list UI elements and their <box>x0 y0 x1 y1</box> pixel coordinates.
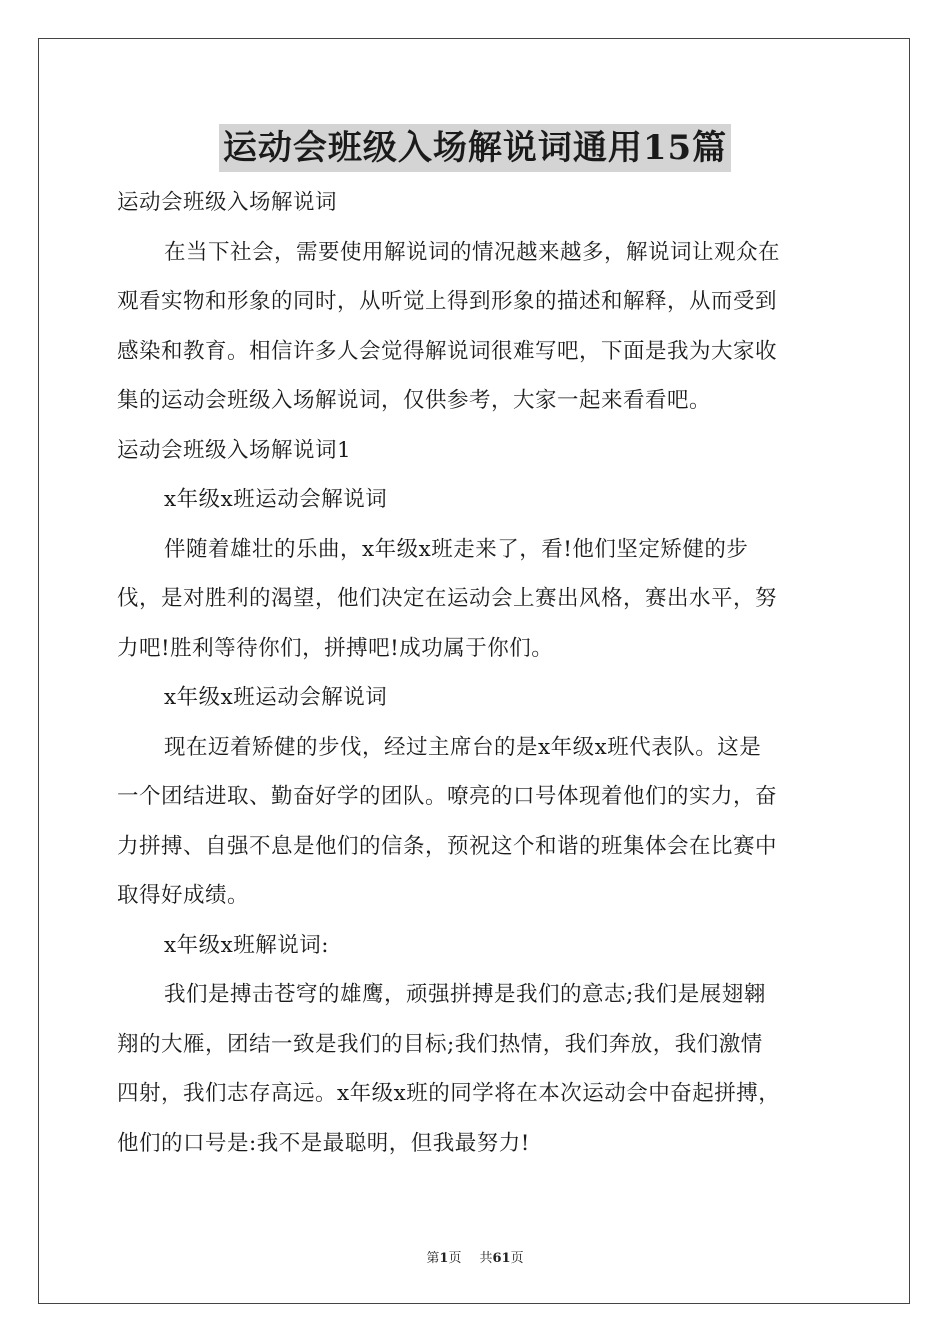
document-title: 运动会班级入场解说词通用15篇 <box>219 124 731 172</box>
text-line: 感染和教育。相信许多人会觉得解说词很难写吧，下面是我为大家收 <box>117 338 778 364</box>
text-line: 力拼搏、自强不息是他们的信条，预祝这个和谐的班集体会在比赛中 <box>117 833 778 859</box>
text-line: 伴随着雄壮的乐曲，x年级x班走来了，看!他们坚定矫健的步 <box>164 536 749 562</box>
text-line: 他们的口号是:我不是最聪明，但我最努力! <box>117 1130 530 1156</box>
text-line: 现在迈着矫健的步伐，经过主席台的是x年级x班代表队。这是 <box>164 734 762 760</box>
text-line: 一个团结进取、勤奋好学的团队。嘹亮的口号体现着他们的实力，奋 <box>117 784 778 809</box>
document-body <box>117 178 837 1168</box>
page-total: 61 <box>492 1251 511 1266</box>
total-suffix: 页 <box>510 1251 524 1266</box>
text-line: x年级x班运动会解说词 <box>164 487 388 512</box>
text-line: 力吧!胜利等待你们，拼搏吧!成功属于你们。 <box>117 635 554 661</box>
total-prefix: 共 <box>479 1251 493 1266</box>
text-line: 我们是搏击苍穹的雄鹰，顽强拼搏是我们的意志;我们是展翅翱 <box>164 982 766 1007</box>
page-current: 1 <box>439 1251 449 1266</box>
text-line: 运动会班级入场解说词 <box>117 190 338 215</box>
text-line: 取得好成绩。 <box>117 883 250 908</box>
page-suffix: 页 <box>448 1251 462 1266</box>
text-line: 集的运动会班级入场解说词，仅供参考，大家一起来看看吧。 <box>117 388 712 413</box>
text-line: 在当下社会，需要使用解说词的情况越来越多，解说词让观众在 <box>164 239 781 265</box>
page-prefix: 第 <box>426 1251 440 1266</box>
text-line: x年级x班运动会解说词 <box>164 685 388 710</box>
text-line: 四射，我们志存高远。x年级x班的同学将在本次运动会中奋起拼搏， <box>117 1081 781 1106</box>
page-footer <box>0 1247 950 1266</box>
text-line: x年级x班解说词: <box>164 932 329 958</box>
text-line: 观看实物和形象的同时，从听觉上得到形象的描述和解释，从而受到 <box>117 289 778 314</box>
title-wrap <box>0 124 950 172</box>
text-line: 运动会班级入场解说词1 <box>117 437 352 463</box>
text-line: 翔的大雁，团结一致是我们的目标;我们热情，我们奔放，我们激情 <box>117 1031 763 1057</box>
text-line: 伐，是对胜利的渴望，他们决定在运动会上赛出风格，赛出水平，努 <box>117 586 778 611</box>
